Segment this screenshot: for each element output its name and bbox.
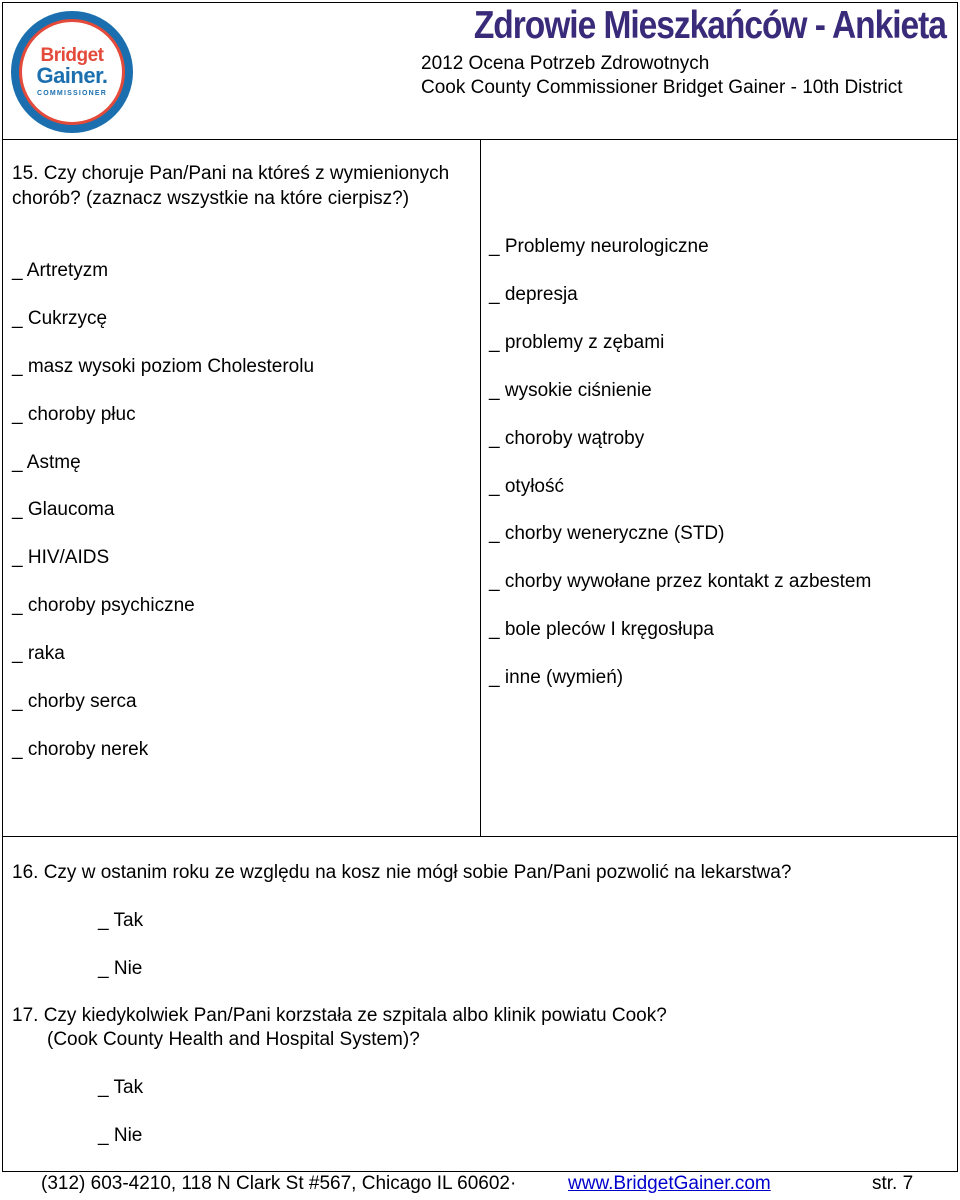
q15-option-liver-disease[interactable]: _ choroby wątroby: [489, 428, 645, 449]
q15-option-lung-disease[interactable]: _ choroby płuc: [12, 404, 136, 425]
q17-option-yes[interactable]: _ Tak: [98, 1077, 144, 1098]
q15-option-depression[interactable]: _ depresja: [489, 284, 578, 305]
q15-option-obesity[interactable]: _ otyłość: [489, 476, 564, 497]
logo-line1: Bridget: [40, 44, 104, 66]
q15-option-asbestos[interactable]: _ chorby wywołane przez kontakt z azbestem: [489, 571, 872, 592]
column-divider: [480, 139, 481, 836]
q15-question: 15. Czy choruje Pan/Pani na któreś z wymienionych chorób? (zaznacz wszystkie na które cierpisz?): [12, 163, 450, 209]
header-subtitle-2: Cook County Commissioner Bridget Gainer - 10th District: [421, 77, 903, 98]
q15-option-dental[interactable]: _ problemy z zębami: [489, 332, 665, 353]
q15-option-high-blood-pressure[interactable]: _ wysokie ciśnienie: [489, 380, 652, 401]
q15-option-heart-disease[interactable]: _ chorby serca: [12, 691, 137, 712]
page-title: Zdrowie Mieszkańców - Ankieta: [473, 4, 946, 47]
q15-option-other[interactable]: _ inne (wymień): [489, 667, 624, 688]
footer-page-number: str. 7: [872, 1173, 914, 1194]
footer-contact: (312) 603-4210, 118 N Clark St #567, Chicago IL 60602·: [41, 1173, 517, 1194]
q15-option-neurological[interactable]: _ Problemy neurologiczne: [489, 236, 709, 257]
q16-option-no[interactable]: _ Nie: [98, 958, 143, 979]
q17-question-line1: 17. Czy kiedykolwiek Pan/Pani korzstała ze szpitala albo klinik powiatu Cook?: [12, 1005, 667, 1026]
q15-option-cholesterol[interactable]: _ masz wysoki poziom Cholesterolu: [12, 356, 315, 377]
q15-bottom-divider: [2, 836, 958, 837]
q15-option-back-pain[interactable]: _ bole pleców I kręgosłupa: [489, 619, 714, 640]
q15-option-mental-illness[interactable]: _ choroby psychiczne: [12, 595, 195, 616]
commissioner-logo: [11, 11, 133, 133]
q15-option-diabetes[interactable]: _ Cukrzycę: [12, 308, 108, 329]
logo-line3: COMMISSIONER: [36, 89, 107, 97]
footer-website-link[interactable]: www.BridgetGainer.com: [568, 1173, 771, 1194]
q16-question: 16. Czy w ostanim roku ze względu na kosz nie mógł sobie Pan/Pani pozwolić na lekarstwa?: [12, 862, 792, 883]
q15-option-std[interactable]: _ chorby weneryczne (STD): [489, 523, 725, 544]
q15-option-cancer[interactable]: _ raka: [12, 643, 65, 664]
logo-line2: Gainer.: [36, 62, 108, 88]
q15-option-asthma[interactable]: _ Astmę: [12, 452, 81, 473]
q15-option-kidney-disease[interactable]: _ choroby nerek: [12, 739, 149, 760]
q16-option-yes[interactable]: _ Tak: [98, 910, 144, 931]
header-subtitle-1: 2012 Ocena Potrzeb Zdrowotnych: [421, 53, 710, 74]
q15-option-arthritis[interactable]: _ Artretyzm: [12, 260, 109, 281]
q15-option-glaucoma[interactable]: _ Glaucoma: [12, 499, 115, 520]
q17-option-no[interactable]: _ Nie: [98, 1125, 143, 1146]
q15-option-hiv-aids[interactable]: _ HIV/AIDS: [12, 547, 110, 568]
q17-question-line2: (Cook County Health and Hospital System)?: [47, 1029, 420, 1050]
